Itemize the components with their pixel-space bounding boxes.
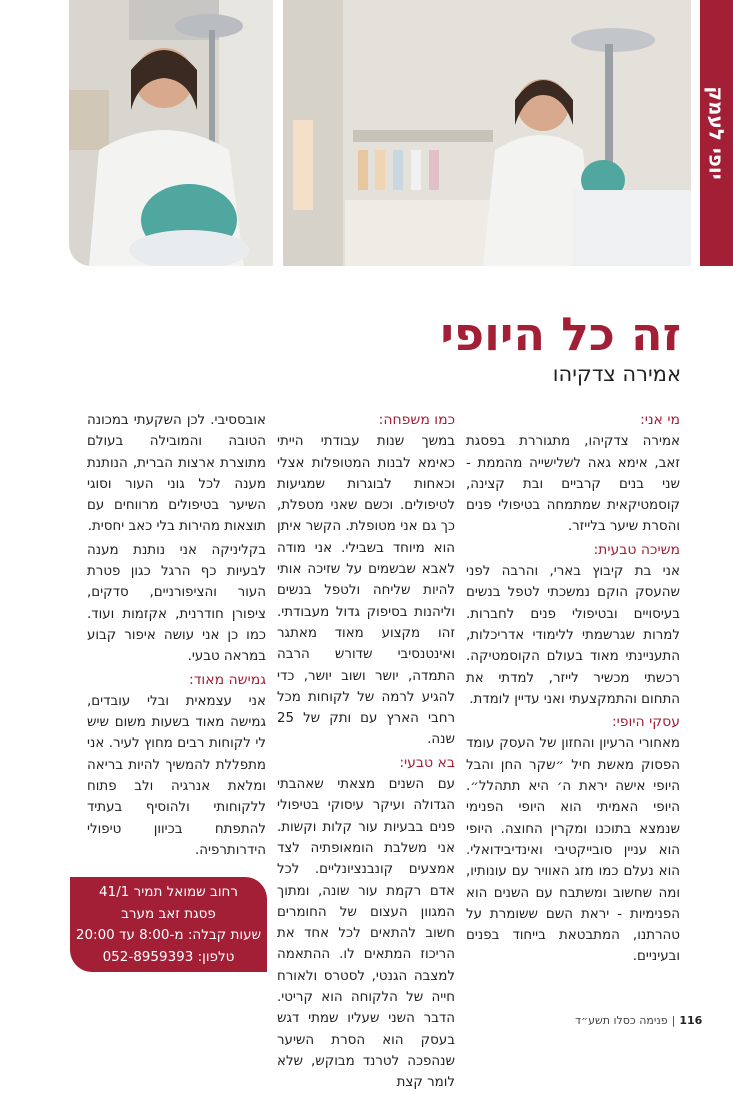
article-title: זה כל היופי [440,307,681,361]
page-footer [575,1014,702,1028]
paragraph: אמירה צדקיהו, מתגוררת בפסגת זאב, אימא גאה לשלישייה מהממת - שני בנים קרביים ובת קצינה, קוסמטיקאית שמתמחה בטיפולי פנים והסרת שיער בלייזר. [466,434,680,535]
subheading: מי אני: [640,412,680,428]
subheading: כמו משפחה: [378,412,455,428]
paragraph: במשך שנות עבודתי הייתי כאימא לבנות המטופלות אצלי וכאחות לבוגרות שמגיעות לטיפולים. וכשם שאני מטפלת, כך גם אני מטופלת. הקשר איתן הוא מיוחד בשבילי. אני מודה לאבא שבשמים על שזיכה אותי להיות שליחה ולטפל בנשים וליהנות בסיפוק גדול מעבודתי. זהו מקצוע מאוד מאתגר ואינטנסיבי שדורש הרבה התמדה, יושר ושוב יושר, כדי להגיע לרמה של לקוחות מכל רחבי הארץ עם ותק של 25 שנה. [277,434,455,748]
article-column-3 [87,410,266,861]
contact-box [70,877,267,972]
paragraph: עם השנים מצאתי שאהבתי הגדולה ועיקר עיסוקי בטיפולי פנים בבעיות עור קלות וקשות. אני משלבת הומאופתיה לצד אמצעים קונבנציונליים. לכל אדם רקמת עור שונה, ומתוך המגוון העצום של החומרים חשוב להתאים לכל אחד את הריכוז המתאים לו. ההתאמה למצבה הגנטי, לסטרס ולאורח חייה של הלקוחה הוא קריטי. הדבר השני שעליו שמתי דגש בעסק הוא הסרת השיער שנהפכה לטרנד מבוקש, שלא לומר קצת [277,777,455,1091]
paragraph: אני בת קיבוץ בארי, והרבה לפני שהעסק הוקם נמשכתי לטפל בנשים בעיסויים ובטיפולי פנים לחברות. למרות שגרשמתי ללימודי אדריכלות, התעניינתי מאוד בעולם הקוסמטיקה. רכשתי מכשיר לייזר, למדתי את התחום והתמקצעתי ואני עדיין לומדת. [466,564,680,707]
contact-street: רחוב שמואל תמיר 41/1 [99,884,238,900]
subheading: עסקי היופי: [611,714,680,731]
publication-name: פנימה כסלו תשע״ד [575,1014,668,1027]
page-number: 116 [679,1014,703,1027]
footer-separator: | [671,1014,676,1027]
section-tab-label: יופי לעמק [704,86,729,180]
contact-neighborhood: פסגת זאב מערב [121,905,216,922]
contact-hours: שעות קבלה: מ-8:00 עד 20:00 [75,927,262,943]
article-author: אמירה צדקיהו [552,362,681,386]
paragraph: אובססיבי. לכן השקעתי במכונה הטובה והמובילה בעולם מתוצרת ארצות הברית, הנותנת מענה לכל גוני העור וסוגי השיער בטיפולים מרווחים עם תוצאות מהירות בלי כאב יחסית. [87,413,266,535]
paragraph: מאחורי הרעיון והחזון של העסק עומד הפסוק מאשת חיל ״שקר החן והבל היופי אישה יראת ה׳ היא תתהלל״. היופי האמיתי הוא היופי הפנימי שנמצא בתוכנו ומקרין החוצה. היופי הוא עניין סובייקטיבי ואינדיבידואלי. הוא נעלם כמו מזג האוויר עם עונותיו, ומה שחשוב ומשתבח עם השנים הוא הפנימיות - יראת השם ששומרת על טהרתנו, המתבטאת בייחוד בפנים ובעיניים. [466,736,680,965]
paragraph: אני עצמאית ובלי עובדים, גמישה מאוד בשעות משום שיש לי לקוחות רבים מחוץ לעיר. אני מתפללת להמשיך להיות בריאה ומלאת אנרגיה ולב פתוח ללקוחותי ולהוסיף בעתיד להתפתח בכיוון טיפולי הידרותרפיה. [87,693,266,858]
subheading: בא טבעי: [399,754,455,771]
section-tab [700,0,733,266]
article-column-1 [466,410,680,968]
contact-phone: טלפון: 052-8959393 [102,948,235,965]
subheading: גמישה מאוד: [189,671,266,688]
subheading: משיכה טבעית: [593,541,680,558]
photo-clinic-treatment [283,0,691,266]
article-column-2 [277,410,455,1094]
photo-cosmetician-portrait [69,0,273,266]
paragraph: בקליניקה אני נותנת מענה לבעיות כף הרגל כגון פטרת העור והציפורניים, סדקים, ציפורן חודרנית, אקזמות ועוד. כמו כן אני עושה איפור קבוע במראה טבעי. [87,542,266,665]
